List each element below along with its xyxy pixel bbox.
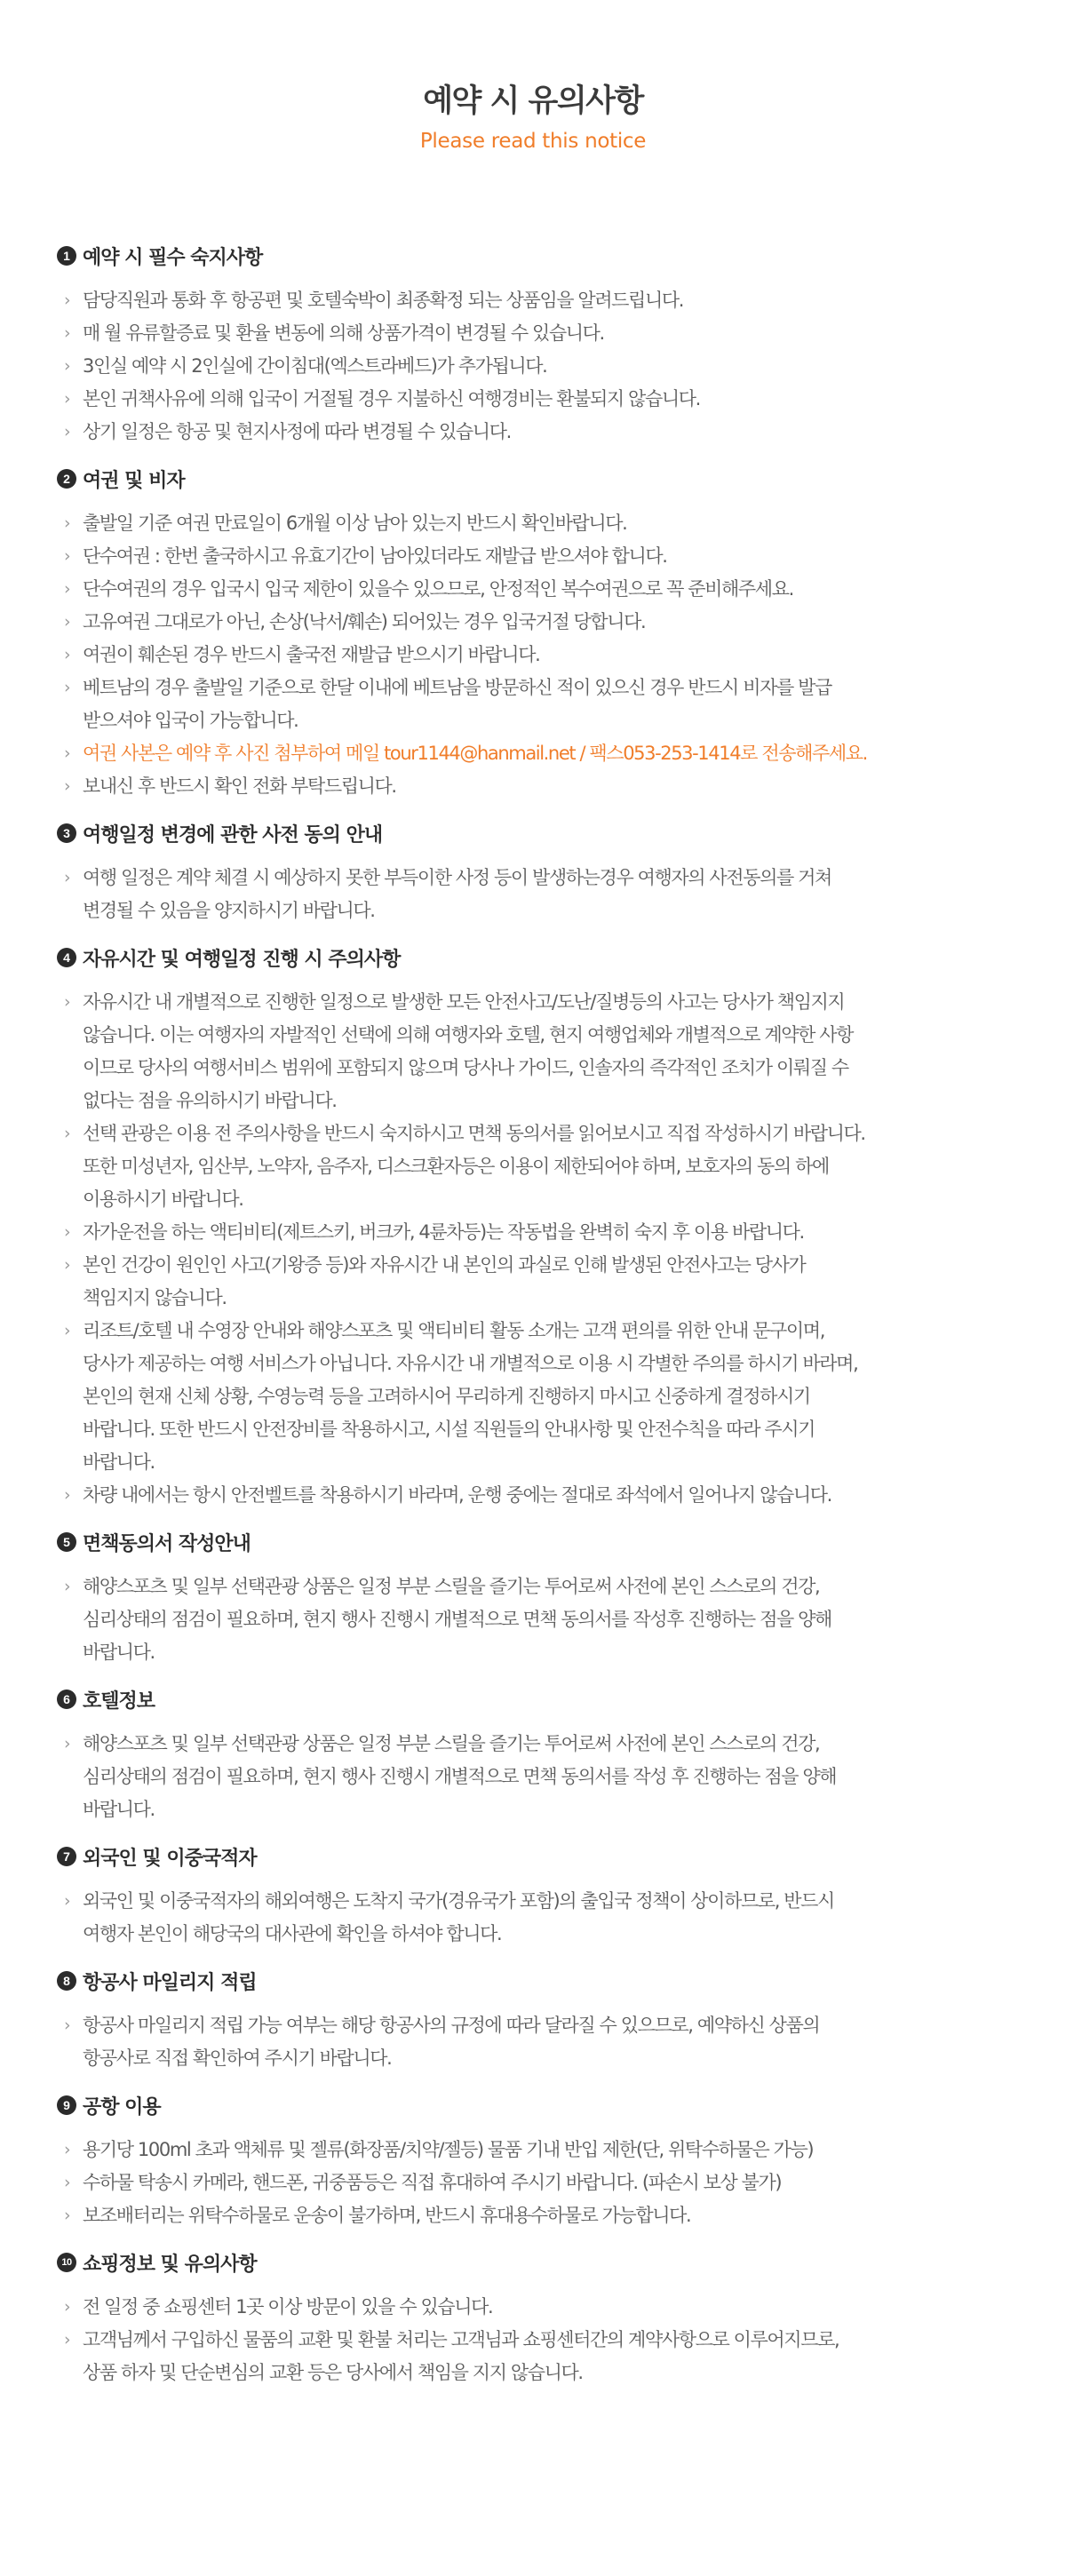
list-item: [57, 1570, 1025, 1669]
list-item-text: 리조트/호텔 내 수영장 안내와 해양스포츠 및 액티비티 활동 소개는 고객 편의를 위한 안내 문구이며, 당사가 제공하는 여행 서비스가 아닙니다. 자유시간 내 개별적으로 이용 시 각별한 주의를 하시기 바라며, 본인의 현재 신체 상황, 수영능력 등을 고려하시어 무리하게 진행하지 마시고 신중하게 결정하시기 바랍니다. 또한 반드시 안전장비를 착용하시고, 시설 직원들의 안내사항 및 안전수칙을 따라 주시기 바랍니다.: [83, 1320, 858, 1473]
notice-section: [57, 943, 1025, 1512]
chevron-right-icon: ›: [64, 992, 71, 1012]
list-item: [57, 1315, 1025, 1479]
section-number-badge: 10: [57, 2253, 76, 2272]
notice-section: [57, 1967, 1025, 2075]
page-header: [0, 0, 1066, 155]
list-item: [57, 573, 1025, 606]
section-number-badge: 4: [57, 948, 76, 967]
list-item: [57, 862, 1025, 927]
chevron-right-icon: ›: [64, 2297, 71, 2317]
list-item-text: 선택 관광은 이용 전 주의사항을 반드시 숙지하시고 면책 동의서를 읽어보시고 직접 작성하시기 바랍니다. 또한 미성년자, 임산부, 노약자, 음주자, 디스크환자등은 이용이 제한되어야 하며, 보호자의 동의 하에 이용하시기 바랍니다.: [83, 1123, 865, 1210]
list-item: [57, 317, 1025, 350]
chevron-right-icon: ›: [64, 2140, 71, 2159]
notice-section: [57, 2248, 1025, 2389]
list-item-text: 본인 건강이 원인인 사고(기왕증 등)와 자유시간 내 본인의 과실로 인해 발생된 안전사고는 당사가 책임지지 않습니다.: [83, 1254, 806, 1308]
list-item: [57, 2134, 1025, 2167]
section-item-list: [57, 2134, 1025, 2232]
notice-section: [57, 2091, 1025, 2232]
section-heading: [57, 1528, 1025, 1556]
list-item: [57, 1216, 1025, 1249]
list-item: [57, 507, 1025, 540]
list-item-text: 전 일정 중 쇼핑센터 1곳 이상 방문이 있을 수 있습니다.: [83, 2296, 493, 2318]
list-item-text: 여행 일정은 계약 체결 시 예상하지 못한 부득이한 사정 등이 발생하는경우 여행자의 사전동의를 거쳐 변경될 수 있음을 양지하시기 바랍니다.: [83, 867, 831, 921]
section-title: 면책동의서 작성안내: [83, 1532, 251, 1555]
chevron-right-icon: ›: [64, 422, 71, 441]
chevron-right-icon: ›: [64, 1734, 71, 1753]
section-title: 외국인 및 이중국적자: [83, 1847, 257, 1870]
section-heading: [57, 943, 1025, 972]
section-item-list: [57, 1885, 1025, 1951]
section-heading: [57, 1685, 1025, 1713]
page-title: 예약 시 유의사항: [423, 83, 643, 119]
section-heading: [57, 1967, 1025, 1995]
section-item-list: [57, 2009, 1025, 2075]
section-title: 자유시간 및 여행일정 진행 시 주의사항: [83, 948, 401, 971]
section-heading: [57, 242, 1025, 270]
list-item: [57, 383, 1025, 416]
list-item-text: 해양스포츠 및 일부 선택관광 상품은 일정 부분 스릴을 즐기는 투어로써 사전에 본인 스스로의 건강, 심리상태의 점검이 필요하며, 현지 행사 진행시 개별적으로 면책 동의서를 작성후 진행하는 점을 양해 바랍니다.: [83, 1576, 831, 1663]
list-item-text: 자가운전을 하는 액티비티(제트스키, 버크카, 4륜차등)는 작동법을 완벽히 숙지 후 이용 바랍니다.: [83, 1221, 804, 1243]
list-item-text: 상기 일정은 항공 및 현지사정에 따라 변경될 수 있습니다.: [83, 421, 511, 442]
section-heading: [57, 819, 1025, 847]
section-title: 여행일정 변경에 관한 사전 동의 안내: [83, 823, 383, 847]
chevron-right-icon: ›: [64, 2173, 71, 2192]
notice-content: [57, 242, 1025, 2405]
list-item: [57, 2199, 1025, 2232]
list-item-text: 용기당 100ml 초과 액체류 및 젤류(화장품/치약/젤등) 물품 기내 반입 제한(단, 위탁수하물은 가능): [83, 2139, 814, 2160]
list-item-text: 담당직원과 통화 후 항공편 및 호텔숙박이 최종확정 되는 상품임을 알려드립니다.: [83, 290, 683, 311]
list-item-text: 자유시간 내 개별적으로 진행한 일정으로 발생한 모든 안전사고/도난/질병등의 사고는 당사가 책임지지 않습니다. 이는 여행자의 자발적인 선택에 의해 여행자와 호텔, 현지 여행업체와 개별적으로 계약한 사항 이므로 당사의 여행서비스 범위에 포함되지 않으며 당사나 가이드, 인솔자의 즉각적인 조치가 이뤄질 수 없다는 점을 유의하시기 바랍니다.: [83, 991, 854, 1111]
list-item: [57, 1728, 1025, 1826]
section-number-badge: 3: [57, 823, 76, 843]
section-number-badge: 2: [57, 469, 76, 489]
section-number-badge: 5: [57, 1532, 76, 1552]
list-item-text: 출발일 기준 여권 만료일이 6개월 이상 남아 있는지 반드시 확인바랍니다.: [83, 513, 627, 534]
chevron-right-icon: ›: [64, 868, 71, 887]
chevron-right-icon: ›: [64, 290, 71, 310]
section-number-badge: 9: [57, 2095, 76, 2115]
chevron-right-icon: ›: [64, 2015, 71, 2035]
list-item-text: 고객님께서 구입하신 물품의 교환 및 환불 처리는 고객님과 쇼핑센터간의 계약사항으로 이루어지므로, 상품 하자 및 단순변심의 교환 등은 당사에서 책임을 지지 않습니다.: [83, 2329, 839, 2383]
section-title: 호텔정보: [83, 1690, 155, 1713]
list-item: [57, 2167, 1025, 2199]
notice-section: [57, 1685, 1025, 1826]
list-item-text: 보조배터리는 위탁수하물로 운송이 불가하며, 반드시 휴대용수하물로 가능합니다.: [83, 2205, 691, 2226]
list-item-text: 해양스포츠 및 일부 선택관광 상품은 일정 부분 스릴을 즐기는 투어로써 사전에 본인 스스로의 건강, 심리상태의 점검이 필요하며, 현지 행사 진행시 개별적으로 면책 동의서를 작성 후 진행하는 점을 양해 바랍니다.: [83, 1733, 837, 1820]
list-item: [57, 2291, 1025, 2324]
chevron-right-icon: ›: [64, 612, 71, 632]
chevron-right-icon: ›: [64, 743, 71, 763]
list-item: [57, 350, 1025, 383]
list-item: [57, 1117, 1025, 1216]
section-number-badge: 7: [57, 1847, 76, 1866]
list-item: [57, 1479, 1025, 1512]
list-item-text: 외국인 및 이중국적자의 해외여행은 도착지 국가(경유국가 포함)의 출입국 정책이 상이하므로, 반드시 여행자 본인이 해당국의 대사관에 확인을 하셔야 합니다.: [83, 1890, 834, 1944]
list-item-text: 차량 내에서는 항시 안전벨트를 착용하시기 바라며, 운행 중에는 절대로 좌석에서 일어나지 않습니다.: [83, 1484, 831, 1506]
notice-section: [57, 242, 1025, 449]
section-item-list: [57, 862, 1025, 927]
section-title: 항공사 마일리지 적립: [83, 1971, 257, 1994]
chevron-right-icon: ›: [64, 1321, 71, 1340]
list-item: [57, 540, 1025, 573]
list-item: [57, 986, 1025, 1117]
chevron-right-icon: ›: [64, 513, 71, 533]
list-item: [57, 606, 1025, 639]
notice-section: [57, 465, 1025, 803]
list-item: [57, 2324, 1025, 2389]
list-item: [57, 672, 1025, 737]
section-item-list: [57, 986, 1025, 1512]
section-item-list: [57, 1728, 1025, 1826]
list-item-text: 고유여권 그대로가 아닌, 손상(낙서/훼손) 되어있는 경우 입국거절 당합니다.: [83, 611, 646, 632]
list-item: [57, 416, 1025, 449]
chevron-right-icon: ›: [64, 579, 71, 599]
chevron-right-icon: ›: [64, 323, 71, 343]
chevron-right-icon: ›: [64, 1891, 71, 1911]
list-item: [57, 639, 1025, 672]
section-heading: [57, 2248, 1025, 2277]
list-item-text: 베트남의 경우 출발일 기준으로 한달 이내에 베트남을 방문하신 적이 있으신 경우 반드시 비자를 발급 받으셔야 입국이 가능합니다.: [83, 677, 831, 731]
section-number-badge: 6: [57, 1690, 76, 1709]
notice-section: [57, 819, 1025, 927]
section-title: 여권 및 비자: [83, 469, 185, 492]
section-item-list: [57, 1570, 1025, 1669]
list-item-text: 본인 귀책사유에 의해 입국이 거절될 경우 지불하신 여행경비는 환불되지 않습니다.: [83, 388, 700, 409]
section-item-list: [57, 2291, 1025, 2389]
chevron-right-icon: ›: [64, 389, 71, 409]
section-heading: [57, 465, 1025, 493]
list-item-text: 보내신 후 반드시 확인 전화 부탁드립니다.: [83, 775, 396, 797]
chevron-right-icon: ›: [64, 2206, 71, 2225]
list-item: [57, 737, 1025, 770]
notice-section: [57, 1528, 1025, 1669]
list-item-text: 항공사 마일리지 적립 가능 여부는 해당 항공사의 규정에 따라 달라질 수 있으므로, 예약하신 상품의 항공사로 직접 확인하여 주시기 바랍니다.: [83, 2015, 820, 2069]
chevron-right-icon: ›: [64, 546, 71, 566]
list-item-text: 여권 사본은 예약 후 사진 첨부하여 메일 tour1144@hanmail.net / 팩스053-253-1414로 전송해주세요.: [83, 743, 867, 764]
chevron-right-icon: ›: [64, 356, 71, 376]
section-item-list: [57, 284, 1025, 449]
list-item: [57, 2009, 1025, 2075]
chevron-right-icon: ›: [64, 1577, 71, 1596]
section-heading: [57, 2091, 1025, 2119]
list-item-text: 매 월 유류할증료 및 환율 변동에 의해 상품가격이 변경될 수 있습니다.: [83, 322, 604, 344]
chevron-right-icon: ›: [64, 1255, 71, 1275]
list-item: [57, 1249, 1025, 1315]
list-item: [57, 770, 1025, 803]
page-subtitle: Please read this notice: [419, 130, 647, 153]
chevron-right-icon: ›: [64, 776, 71, 796]
section-title: 쇼핑정보 및 유의사항: [83, 2253, 257, 2276]
list-item: [57, 284, 1025, 317]
list-item-text: 3인실 예약 시 2인실에 간이침대(엑스트라베드)가 추가됩니다.: [83, 355, 547, 377]
chevron-right-icon: ›: [64, 2330, 71, 2349]
chevron-right-icon: ›: [64, 1222, 71, 1242]
chevron-right-icon: ›: [64, 678, 71, 697]
section-heading: [57, 1842, 1025, 1871]
chevron-right-icon: ›: [64, 1124, 71, 1143]
section-title: 예약 시 필수 숙지사항: [83, 246, 263, 269]
section-title: 공항 이용: [83, 2095, 161, 2119]
notice-section: [57, 1842, 1025, 1951]
chevron-right-icon: ›: [64, 645, 71, 664]
section-item-list: [57, 507, 1025, 803]
list-item-text: 단수여권의 경우 입국시 입국 제한이 있을수 있으므로, 안정적인 복수여권으로 꼭 준비해주세요.: [83, 578, 793, 600]
chevron-right-icon: ›: [64, 1485, 71, 1505]
list-item: [57, 1885, 1025, 1951]
list-item-text: 여권이 훼손된 경우 반드시 출국전 재발급 받으시기 바랍니다.: [83, 644, 540, 665]
list-item-text: 단수여권 : 한번 출국하시고 유효기간이 남아있더라도 재발급 받으셔야 합니다.: [83, 545, 667, 567]
list-item-text: 수하물 탁송시 카메라, 핸드폰, 귀중품등은 직접 휴대하여 주시기 바랍니다. (파손시 보상 불가): [83, 2172, 782, 2193]
section-number-badge: 8: [57, 1971, 76, 1991]
section-number-badge: 1: [57, 246, 76, 266]
